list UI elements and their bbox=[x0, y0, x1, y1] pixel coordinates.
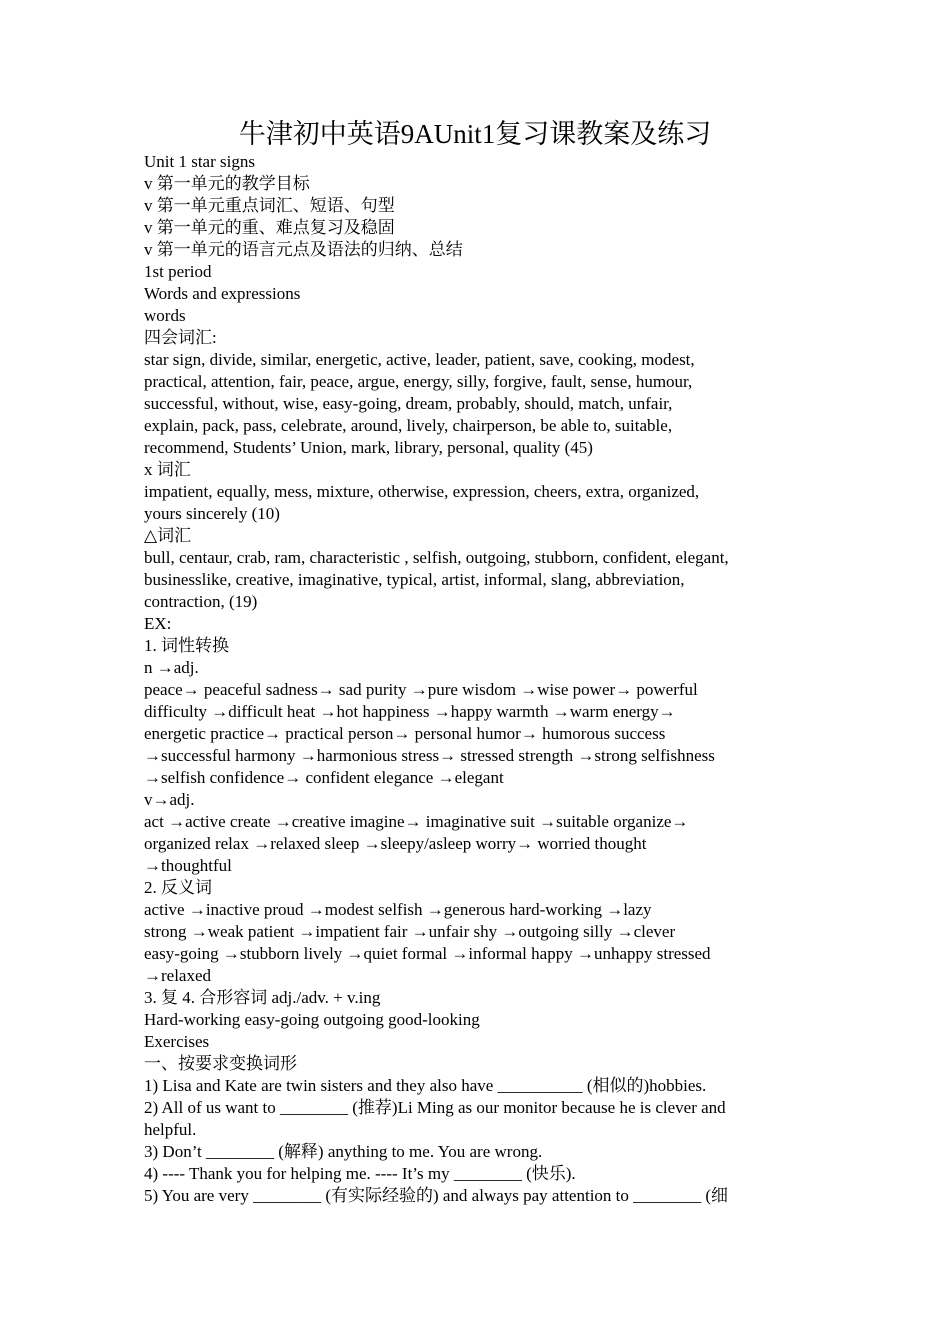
text-line: energetic practice→ practical person→ personal humor→ humorous success bbox=[144, 724, 666, 743]
document-title: 牛津初中英语9AUnit1复习课教案及练习 bbox=[238, 119, 712, 149]
text-line: 4) ---- Thank you for helping me. ---- It’s my ________ (快乐). bbox=[144, 1164, 576, 1183]
text-line: act →active create →creative imagine→ imaginative suit →suitable organize→ bbox=[144, 812, 689, 831]
text-line: v→adj. bbox=[144, 790, 195, 809]
text-line: active →inactive proud →modest selfish →generous hard-working →lazy bbox=[144, 900, 652, 919]
text-line: words bbox=[144, 306, 186, 325]
text-line: Unit 1 star signs bbox=[144, 152, 255, 171]
text-line: 5) You are very ________ (有实际经验的) and always pay attention to ________ (细 bbox=[144, 1186, 729, 1205]
text-line: peace→ peaceful sadness→ sad purity →pure wisdom →wise power→ powerful bbox=[144, 680, 698, 699]
text-line: v 第一单元的教学目标 bbox=[144, 174, 310, 193]
text-line: Exercises bbox=[144, 1032, 210, 1051]
text-line: 一、按要求变换词形 bbox=[144, 1054, 297, 1073]
text-line: →successful harmony →harmonious stress→ stressed strength →strong selfishness bbox=[144, 746, 715, 765]
text-line: practical, attention, fair, peace, argue, energy, silly, forgive, fault, sense, humour, bbox=[144, 372, 693, 391]
text-line: 2) All of us want to ________ (推荐)Li Ming as our monitor because he is clever and bbox=[144, 1098, 726, 1117]
text-line: EX: bbox=[144, 614, 172, 633]
text-line: 1) Lisa and Kate are twin sisters and they also have __________ (相似的)hobbies. bbox=[144, 1076, 707, 1095]
text-line: strong →weak patient →impatient fair →unfair shy →outgoing silly →clever bbox=[144, 922, 676, 941]
text-line: Hard-working easy-going outgoing good-looking bbox=[144, 1010, 480, 1029]
text-line: businesslike, creative, imaginative, typical, artist, informal, slang, abbreviation, bbox=[144, 570, 685, 589]
text-line: contraction, (19) bbox=[144, 592, 258, 611]
document-body bbox=[144, 151, 810, 1207]
text-line: difficulty →difficult heat →hot happiness →happy warmth →warm energy→ bbox=[144, 702, 676, 721]
text-line: easy-going →stubborn lively →quiet formal →informal happy →unhappy stressed bbox=[144, 944, 711, 963]
text-line: →selfish confidence→ confident elegance →elegant bbox=[144, 768, 504, 787]
text-line: yours sincerely (10) bbox=[144, 504, 280, 523]
text-line: △词汇 bbox=[144, 526, 192, 545]
text-line: v 第一单元的语言元点及语法的归纳、总结 bbox=[144, 240, 463, 259]
text-line: 1. 词性转换 bbox=[144, 636, 229, 655]
text-line: v 第一单元重点词汇、短语、句型 bbox=[144, 196, 395, 215]
text-line: 2. 反义词 bbox=[144, 878, 212, 897]
text-line: Words and expressions bbox=[144, 284, 301, 303]
text-line: star sign, divide, similar, energetic, active, leader, patient, save, cooking, modest, bbox=[144, 350, 695, 369]
text-line: helpful. bbox=[144, 1120, 197, 1139]
text-line: organized relax →relaxed sleep →sleepy/asleep worry→ worried thought bbox=[144, 834, 647, 853]
text-line: x 词汇 bbox=[144, 460, 191, 479]
text-line: explain, pack, pass, celebrate, around, lively, chairperson, be able to, suitable, bbox=[144, 416, 673, 435]
text-line: n →adj. bbox=[144, 658, 199, 677]
text-line: v 第一单元的重、难点复习及稳固 bbox=[144, 218, 395, 237]
text-line: 四会词汇: bbox=[144, 328, 217, 347]
text-line: →relaxed bbox=[144, 966, 212, 985]
text-line: recommend, Students’ Union, mark, library, personal, quality (45) bbox=[144, 438, 593, 457]
text-line: impatient, equally, mess, mixture, otherwise, expression, cheers, extra, organized, bbox=[144, 482, 700, 501]
text-line: 3) Don’t ________ (解释) anything to me. You are wrong. bbox=[144, 1142, 543, 1161]
text-line: →thoughtful bbox=[144, 856, 232, 875]
text-line: 1st period bbox=[144, 262, 212, 281]
text-line: bull, centaur, crab, ram, characteristic , selfish, outgoing, stubborn, confident, elegant, bbox=[144, 548, 729, 567]
text-line: successful, without, wise, easy-going, dream, probably, should, match, unfair, bbox=[144, 394, 673, 413]
text-line: 3. 复 4. 合形容词 adj./adv. + v.ing bbox=[144, 988, 381, 1007]
